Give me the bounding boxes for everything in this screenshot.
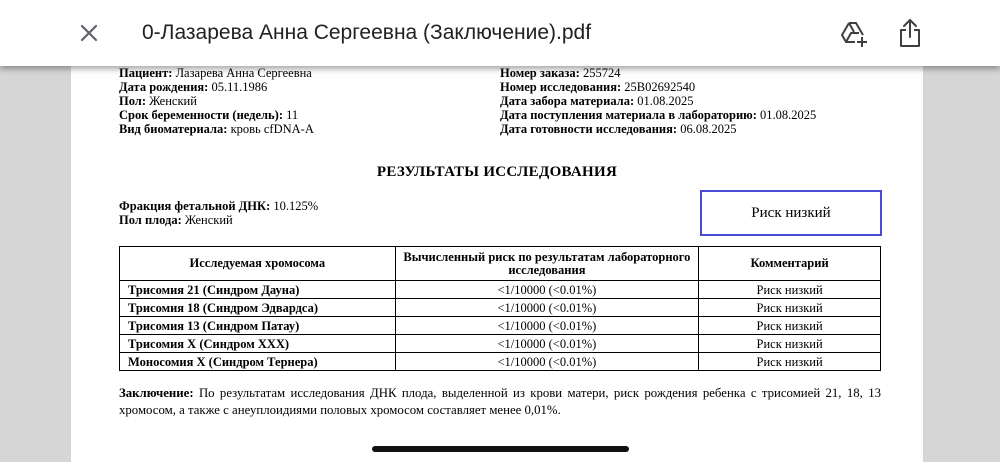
study-number-row: Номер исследования: 25B02692540 [500, 80, 696, 94]
risk-cell: <1/10000 (<0.01%) [395, 317, 699, 335]
fetal-fraction-value: 10.125% [273, 199, 319, 213]
term-value: 11 [286, 108, 299, 122]
sex-value: Женский [149, 94, 197, 108]
study-number: 25B02692540 [624, 80, 696, 94]
sex-row: Пол: Женский [119, 94, 197, 108]
ready-date: 06.08.2025 [680, 122, 737, 136]
chromosome-cell: Трисомия 13 (Синдром Патау) [120, 317, 396, 335]
results-heading: РЕЗУЛЬТАТЫ ИССЛЕДОВАНИЯ [376, 164, 618, 180]
fetal-info [119, 199, 318, 227]
ready-date-row: Дата готовности исследования: 06.08.2025 [500, 122, 737, 136]
received-date-row: Дата поступления материала в лабораторию: 01.08.2025 [500, 108, 817, 122]
biomaterial-row: Вид биоматериала: кровь cfDNA-A [119, 122, 314, 136]
comment-cell: Риск низкий [699, 299, 881, 317]
chromosome-cell: Трисомия 18 (Синдром Эдвардса) [120, 299, 396, 317]
document-title: 0-Лазарева Анна Сергеевна (Заключение).pdf [142, 21, 592, 44]
patient-name: Лазарева Анна Сергеевна [175, 66, 312, 80]
conclusion-label: Заключение: [119, 386, 194, 400]
patient-name-row: Пациент: Лазарева Анна Сергеевна [119, 66, 312, 80]
table-header-row [120, 247, 881, 281]
table-row [120, 335, 881, 353]
risk-cell: <1/10000 (<0.01%) [395, 281, 699, 299]
conclusion [119, 385, 881, 419]
table-row [120, 353, 881, 371]
risk-cell: <1/10000 (<0.01%) [395, 335, 699, 353]
share-button[interactable] [894, 16, 926, 50]
fetal-sex-value: Женский [184, 213, 233, 227]
risk-cell: <1/10000 (<0.01%) [395, 353, 699, 371]
comment-cell: Риск низкий [699, 353, 881, 371]
term-row: Срок беременности (недель): 11 [119, 108, 299, 122]
patient-info [119, 66, 314, 136]
table-row [120, 281, 881, 299]
add-to-drive-icon [839, 20, 869, 48]
collected-date-row: Дата забора материала: 01.08.2025 [500, 94, 694, 108]
fetal-fraction-row: Фракция фетальной ДНК: 10.125% [119, 199, 319, 213]
table-row [120, 299, 881, 317]
close-icon [79, 23, 99, 43]
comment-cell: Риск низкий [699, 317, 881, 335]
pdf-page [71, 66, 923, 462]
chromosome-cell: Трисомия 21 (Синдром Дауна) [120, 281, 396, 299]
column-header-comment: Комментарий [699, 247, 881, 281]
column-header-chromosome: Исследуемая хромосома [120, 247, 396, 281]
share-icon [898, 18, 922, 48]
pdf-viewer[interactable] [0, 66, 1000, 462]
home-indicator[interactable] [372, 446, 629, 452]
conclusion-text: По результатам исследования ДНК плода, выделенной из крови матери, риск рождения ребенка с трисомией 21, 18, 13 хромосом, а также с анеуплоидиями половых хромосом составляет менее 0,01%. [119, 386, 881, 417]
comment-cell: Риск низкий [699, 281, 881, 299]
risk-summary-box: Риск низкий [700, 190, 882, 236]
chromosome-cell: Трисомия X (Синдром XXX) [120, 335, 396, 353]
biomaterial-value: кровь cfDNA-A [230, 122, 314, 136]
chromosome-cell: Моносомия X (Синдром Тернера) [120, 353, 396, 371]
column-header-risk: Вычисленный риск по результатам лабораторного исследования [395, 247, 699, 281]
received-date: 01.08.2025 [760, 108, 817, 122]
add-to-drive-button[interactable] [838, 18, 870, 50]
close-button[interactable] [74, 18, 104, 48]
comment-cell: Риск низкий [699, 335, 881, 353]
table-row [120, 317, 881, 335]
fetal-sex-row: Пол плода: Женский [119, 213, 233, 227]
collected-date: 01.08.2025 [637, 94, 694, 108]
order-number: 255724 [582, 66, 621, 80]
risk-cell: <1/10000 (<0.01%) [395, 299, 699, 317]
results-table [119, 246, 881, 371]
dob-row: Дата рождения: 05.11.1986 [119, 80, 268, 94]
order-number-row: Номер заказа: 255724 [500, 66, 621, 80]
viewer-toolbar [0, 0, 1000, 66]
dob-value: 05.11.1986 [211, 80, 268, 94]
order-info [500, 66, 816, 136]
